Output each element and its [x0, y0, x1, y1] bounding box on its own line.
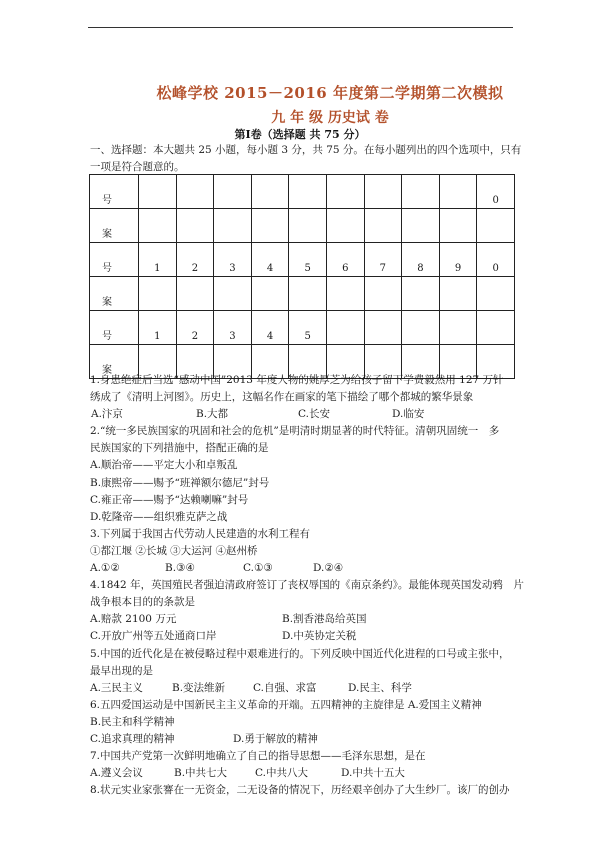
- answer-cell[interactable]: [477, 311, 515, 345]
- answer-cell[interactable]: 0: [477, 243, 515, 277]
- answer-cell[interactable]: [402, 209, 440, 243]
- question-4-cont: 战争根本目的的条款是: [90, 596, 195, 609]
- answer-cell[interactable]: 2: [176, 243, 214, 277]
- answer-cell[interactable]: [326, 311, 364, 345]
- option: B.大都: [196, 408, 229, 421]
- answer-cell[interactable]: [402, 277, 440, 311]
- question-6-options-cd: [90, 731, 530, 748]
- option: B.割香港岛给英国: [282, 613, 367, 626]
- answer-cell[interactable]: [364, 277, 402, 311]
- answer-cell[interactable]: [251, 277, 289, 311]
- questions-list: [90, 372, 530, 799]
- answer-table-row: [90, 311, 515, 345]
- option: D.临安: [392, 408, 425, 421]
- option: D.中英协定关税: [282, 630, 357, 643]
- answer-cell[interactable]: [477, 277, 515, 311]
- answer-cell[interactable]: [364, 175, 402, 209]
- question-4-options-ab: [90, 611, 530, 628]
- answer-table-row: [90, 175, 515, 209]
- answer-cell[interactable]: [176, 209, 214, 243]
- answer-cell[interactable]: 8: [402, 243, 440, 277]
- answer-cell[interactable]: [289, 277, 327, 311]
- answer-cell[interactable]: [439, 277, 477, 311]
- question-1-options: [90, 406, 530, 423]
- answer-cell[interactable]: [251, 175, 289, 209]
- row-label: 案: [90, 209, 139, 243]
- option: B.康熙帝——赐予“班禅额尔德尼”封号: [90, 476, 270, 489]
- option: D.勇于解放的精神: [233, 732, 318, 745]
- answer-cell[interactable]: [214, 209, 252, 243]
- question-4-options-cd: [90, 628, 530, 645]
- question-1-cont: 绣成了《清明上河图》。历史上，这幅名作在画家的笔下描绘了哪个都城的繁华景象: [90, 391, 474, 404]
- exam-subtitle: 九 年 级 历史试 卷: [271, 110, 389, 126]
- answer-cell[interactable]: [289, 209, 327, 243]
- answer-cell[interactable]: 4: [251, 243, 289, 277]
- answer-cell[interactable]: [477, 209, 515, 243]
- option: B.变法维新: [172, 681, 226, 694]
- answer-table-row: [90, 209, 515, 243]
- question-8: 8.状元实业家张謇在一无资金，二无设备的情况下，历经艰辛创办了大生纱厂。该厂的创办: [90, 784, 510, 797]
- option: C.①③: [243, 562, 273, 575]
- answer-cell[interactable]: 1: [139, 311, 177, 345]
- answer-cell[interactable]: [326, 277, 364, 311]
- answer-cell[interactable]: [214, 277, 252, 311]
- option: A.①②: [90, 562, 120, 575]
- option: C.中共八大: [255, 767, 308, 780]
- instructions: [90, 142, 520, 176]
- answer-table-row: [90, 277, 515, 311]
- answer-table: [89, 174, 515, 379]
- instructions-line: 一、选择题：本大题共 25 小题，每小题 3 分，共 75 分。在每小题列出的四个选项中，只有: [90, 144, 522, 156]
- answer-cell[interactable]: [402, 311, 440, 345]
- question-7-options: [90, 765, 530, 782]
- answer-cell[interactable]: [139, 209, 177, 243]
- option: B.民主和科学精神: [90, 715, 175, 728]
- answer-cell[interactable]: [439, 209, 477, 243]
- option: D.中共十五大: [341, 767, 405, 780]
- question-4: 4.1842 年，英国殖民者强迫清政府签订了丧权辱国的《南京条约》。最能体现英国发动鸦 片: [90, 579, 524, 592]
- answer-cell[interactable]: 1: [139, 243, 177, 277]
- answer-table-row: [90, 243, 515, 277]
- answer-cell[interactable]: 7: [364, 243, 402, 277]
- exam-title: 松峰学校 2015－2016 年度第二学期第二次模拟: [156, 84, 504, 102]
- question-2: 2.“统一多民族国家的巩固和社会的危机”是明清时期显著的时代特征。清朝巩固统一 多: [90, 425, 500, 438]
- answer-cell[interactable]: [326, 209, 364, 243]
- option: A.赔款 2100 万元: [90, 613, 177, 626]
- option: B.③④: [165, 562, 195, 575]
- row-label: 号: [90, 243, 139, 277]
- option: C.长安: [298, 408, 330, 421]
- question-7: 7.中国共产党第一次鲜明地确立了自己的指导思想——毛泽东思想，是在: [90, 750, 426, 763]
- answer-cell[interactable]: 5: [289, 243, 327, 277]
- option: C.雍正帝——赐予“达赖喇嘛”封号: [90, 493, 249, 506]
- section-heading: 第Ⅰ卷（选择题 共 75 分）: [234, 128, 366, 141]
- question-3-items: ①都江堰 ②长城 ③大运河 ④赵州桥: [90, 544, 258, 557]
- answer-cell[interactable]: 0: [477, 175, 515, 209]
- answer-cell[interactable]: [214, 175, 252, 209]
- option: C.追求真理的精神: [90, 732, 175, 745]
- option: A.三民主义: [90, 681, 143, 694]
- answer-cell[interactable]: [402, 175, 440, 209]
- answer-cell[interactable]: 3: [214, 243, 252, 277]
- option: D.乾隆帝——组织雅克萨之战: [90, 510, 228, 523]
- option: A.遵义会议: [90, 767, 143, 780]
- question-3: 3.下列属于我国古代劳动人民建造的水利工程有: [90, 527, 311, 540]
- question-5-options: [90, 680, 530, 697]
- answer-cell[interactable]: 2: [176, 311, 214, 345]
- answer-cell[interactable]: [176, 277, 214, 311]
- option: D.民主、科学: [348, 681, 412, 694]
- option: B.中共七大: [174, 767, 228, 780]
- row-label: 号: [90, 175, 139, 209]
- question-3-options: [90, 560, 530, 577]
- answer-cell[interactable]: [364, 311, 402, 345]
- option: C.自强、求富: [253, 681, 317, 694]
- header-rule: [88, 27, 513, 28]
- answer-cell[interactable]: [139, 277, 177, 311]
- row-label: 案: [90, 345, 139, 379]
- option: D.②④: [313, 562, 344, 575]
- option: A.汴京: [91, 408, 123, 421]
- answer-cell[interactable]: [439, 175, 477, 209]
- answer-cell[interactable]: [139, 175, 177, 209]
- answer-cell[interactable]: [251, 209, 289, 243]
- answer-cell[interactable]: [439, 311, 477, 345]
- instructions-line: 一项是符合题意的。: [90, 161, 185, 173]
- answer-cell[interactable]: 9: [439, 243, 477, 277]
- answer-cell[interactable]: 3: [214, 311, 252, 345]
- answer-cell[interactable]: 5: [289, 311, 327, 345]
- option: C.开放广州等五处通商口岸: [90, 630, 217, 643]
- answer-cell[interactable]: [176, 175, 214, 209]
- question-1: 1.身患绝症后当选“感动中国”2013 年度人物的姚厚芝为给孩子留下学费毅然用 127 万针: [90, 374, 504, 386]
- row-label: 号: [90, 311, 139, 345]
- answer-cell[interactable]: 4: [251, 311, 289, 345]
- row-label: 案: [90, 277, 139, 311]
- answer-cell[interactable]: [289, 175, 327, 209]
- answer-cell[interactable]: [364, 209, 402, 243]
- option: A.顺治帝——平定大小和卓叛乱: [90, 459, 238, 472]
- question-5-cont: 最早出现的是: [90, 664, 153, 677]
- answer-cell[interactable]: 6: [326, 243, 364, 277]
- question-6: 6.五四爱国运动是中国新民主主义革命的开端。五四精神的主旋律是 A.爱国主义精神: [90, 698, 482, 711]
- question-5: 5.中国的近代化是在被侵略过程中艰难进行的。下列反映中国近代化进程的口号或主张中，: [90, 647, 510, 660]
- question-2-cont: 民族国家的下列措施中，搭配正确的是: [90, 442, 269, 455]
- answer-cell[interactable]: [326, 175, 364, 209]
